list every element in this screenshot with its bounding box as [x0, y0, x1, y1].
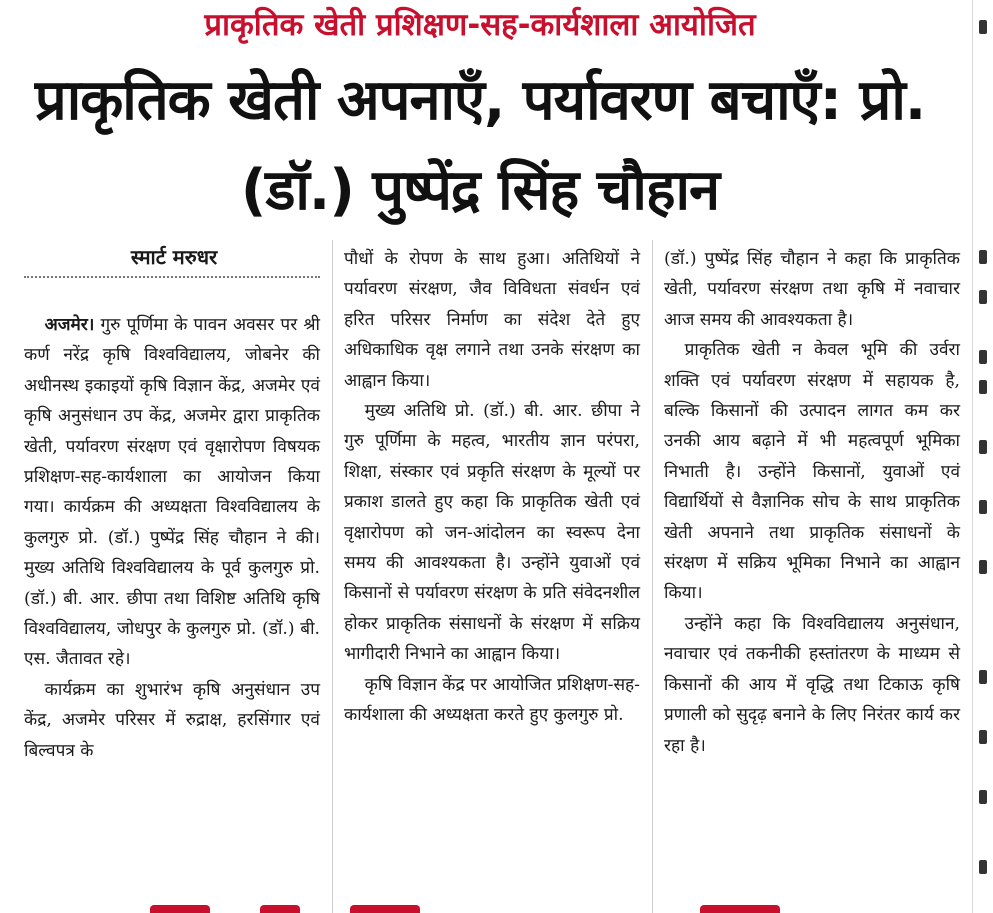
- main-headline: प्राकृतिक खेती अपनाएँ, पर्यावरण बचाएँ: प्रो. (डॉ.) पुष्पेंद्र सिंह चौहान: [34, 68, 926, 223]
- article-column-3: [664, 244, 960, 761]
- article-paragraph: उन्होंने कहा कि विश्वविद्यालय अनुसंधान, नवाचार एवं तकनीकी हस्तांतरण के माध्यम से किसानों की आय में वृद्धि तथा टिकाऊ कृषि प्रणाली को सुदृढ़ बनाने के लिए निरंतर कार्य कर रहा है।: [664, 613, 960, 756]
- dateline: अजमेर।: [44, 315, 95, 335]
- article-paragraph: मुख्य अतिथि प्रो. (डॉ.) बी. आर. छीपा ने गुरु पूर्णिमा के महत्व, भारतीय ज्ञान परंपरा, शिक्षा, संस्कार एवं प्रकृति संरक्षण के मूल्यों पर प्रकाश डालते हुए कहा कि प्राकृतिक खेती एवं वृक्षारोपण को जन-आंदोलन का स्वरूप देना समय की आवश्यकता है। उन्होंने युवाओं एवं किसानों से पर्यावरण संरक्षण के प्रति संवेदनशील होकर प्राकृतिक संसाधनों के संरक्षण में सक्रिय भागीदारी निभाने का आह्वान किया।: [344, 401, 640, 665]
- byline: स्मार्ट मरुधर: [130, 245, 218, 269]
- paragraph-text: गुरु पूर्णिमा के पावन अवसर पर श्री कर्ण नरेंद्र कृषि विश्वविद्यालय, जोबनेर की अधीनस्थ इकाइयों कृषि विज्ञान केंद्र, अजमेर एवं कृषि अनुसंधान उप केंद्र, अजमेर द्वारा प्राकृतिक खेती, पर्यावरण संरक्षण एवं वृक्षारोपण विषयक प्रशिक्षण-सह-कार्यशाला का आयोजन किया गया। कार्यक्रम की अध्यक्षता विश्वविद्यालय के कुलगुरु प्रो. (डॉ.) पुष्पेंद्र सिंह चौहान ने की। मुख्य अतिथि विश्वविद्यालय के पूर्व कुलगुरु प्रो. (डॉ.) बी. आर. छीपा तथा विशिष्ट अतिथि कृषि विश्वविद्यालय, जोधपुर के कुलगुरु प्रो. (डॉ.) बी. एस. जैतावत रहे।: [24, 315, 320, 670]
- article-paragraph: पौधों के रोपण के साथ हुआ। अतिथियों ने पर्यावरण संरक्षण, जैव विविधता संवर्धन एवं हरित परिसर निर्माण का संदेश देते हुए अधिकाधिक वृक्ष लगाने तथा उनके संरक्षण का आह्वान किया।: [344, 249, 640, 391]
- byline-divider: [24, 276, 320, 278]
- article-column-1: [24, 310, 320, 766]
- column-divider: [652, 240, 653, 913]
- article-paragraph: [24, 310, 320, 675]
- adjacent-article-edge: [972, 0, 993, 913]
- article-column-2: [344, 244, 640, 731]
- column-divider: [332, 240, 333, 913]
- next-headline-fragment: [140, 904, 820, 913]
- kicker-headline: प्राकृतिक खेती प्रशिक्षण-सह-कार्यशाला आयोजित: [204, 7, 756, 43]
- article-paragraph: (डॉ.) पुष्पेंद्र सिंह चौहान ने कहा कि प्राकृतिक खेती, पर्यावरण संरक्षण तथा कृषि में नवाचार आज समय की आवश्यकता है।: [664, 249, 960, 330]
- article-paragraph: कार्यक्रम का शुभारंभ कृषि अनुसंधान उप केंद्र, अजमेर परिसर में रुद्राक्ष, हरसिंगार एवं बिल्वपत्र के: [24, 679, 320, 761]
- article-paragraph: कृषि विज्ञान केंद्र पर आयोजित प्रशिक्षण-सह-कार्यशाला की अध्यक्षता करते हुए कुलगुरु प्रो.: [344, 674, 640, 726]
- article-paragraph: प्राकृतिक खेती न केवल भूमि की उर्वरा शक्ति एवं पर्यावरण संरक्षण में सहायक है, बल्कि किसानों की उत्पादन लागत कम कर उनकी आय बढ़ाने में भी महत्वपूर्ण भूमिका निभाती है। उन्होंने किसानों, युवाओं एवं विद्यार्थियों से वैज्ञानिक सोच के साथ प्राकृतिक खेती अपनाने तथा प्राकृतिक संसाधनों के संरक्षण में सक्रिय भूमिका निभाने का आह्वान किया।: [664, 340, 960, 604]
